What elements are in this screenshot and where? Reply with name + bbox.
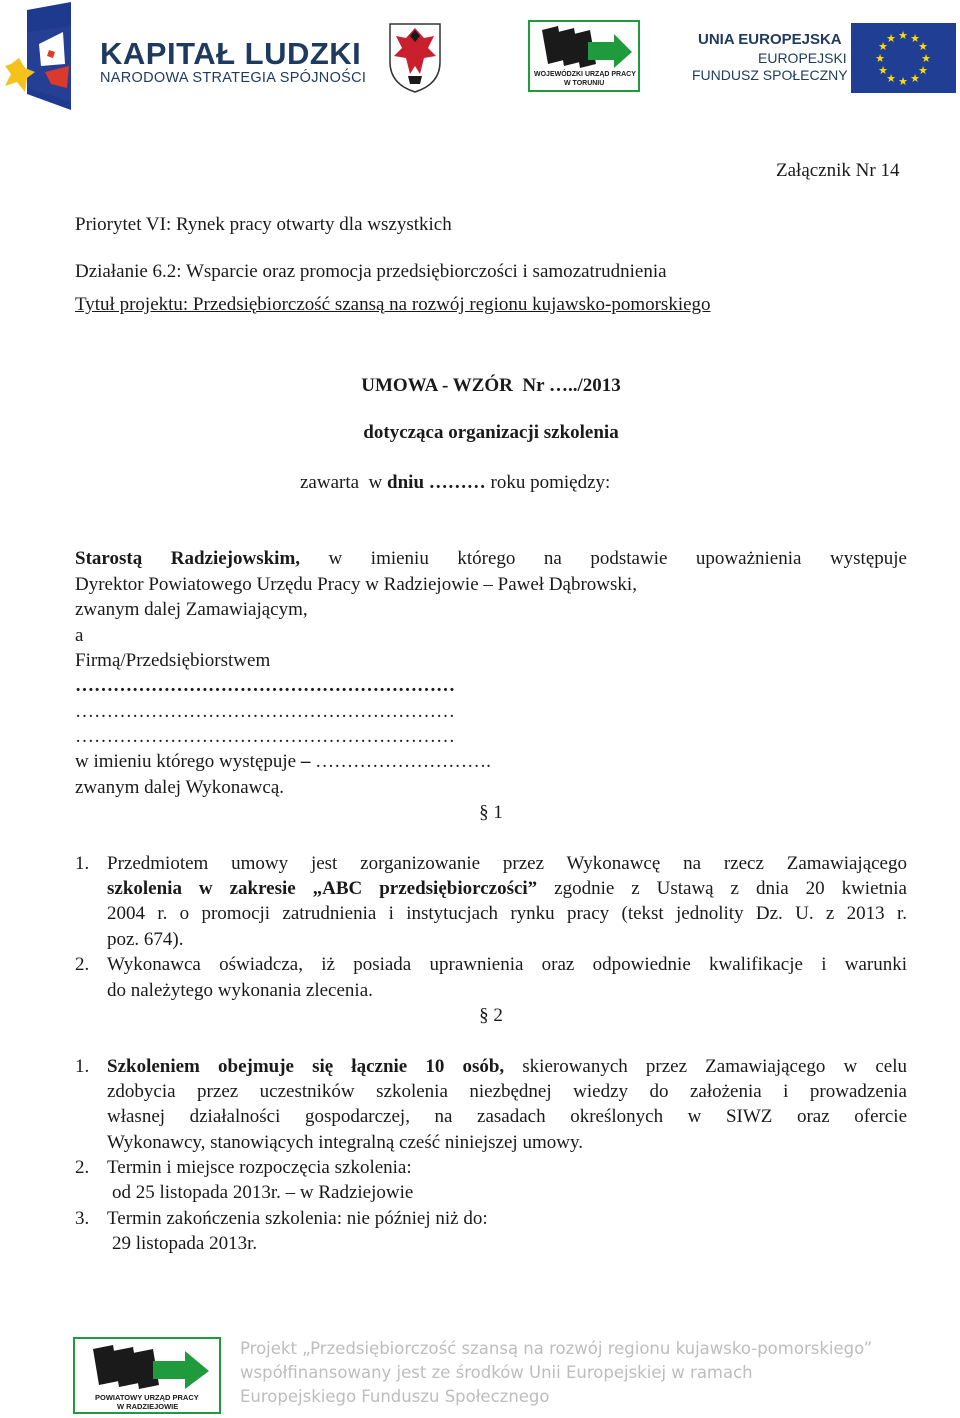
s2-p3-line2: 29 listopada 2013r. bbox=[112, 1233, 258, 1254]
wup-label-line2: W TORUNIU bbox=[564, 80, 605, 87]
svg-text:★: ★ bbox=[910, 32, 920, 45]
svg-text:★: ★ bbox=[918, 64, 928, 77]
action-line: Działanie 6.2: Wsparcie oraz promocja przedsiębiorczości i samozatrudnienia bbox=[75, 261, 667, 282]
s1-p1-number: 1. bbox=[75, 853, 90, 874]
s1-p2-number: 2. bbox=[75, 954, 90, 975]
on-behalf-pre: w imieniu którego występuje bbox=[75, 751, 301, 772]
svg-text:★: ★ bbox=[878, 64, 888, 77]
and-word: a bbox=[75, 625, 84, 646]
eu-fund-label-2: FUNDUSZ SPOŁECZNY bbox=[692, 67, 848, 83]
s1-p1-line1: Przedmiotem umowy jest zorganizowanie przez Wykonawcę na rzecz Zamawiającego bbox=[107, 853, 907, 874]
contract-subtitle: dotycząca organizacji szkolenia bbox=[363, 422, 619, 443]
party1-name: Starostą Radziejowskim, bbox=[75, 548, 301, 569]
party1-line2: Dyrektor Powiatowego Urzędu Pracy w Radziejowie – Paweł Dąbrowski, bbox=[75, 574, 637, 595]
on-behalf-line bbox=[75, 749, 491, 774]
contract-title: UMOWA - WZÓR Nr …../2013 bbox=[361, 375, 621, 396]
svg-text:★: ★ bbox=[875, 52, 885, 65]
s2-p1-line4: Wykonawcy, stanowiących integralną cześć niniejszej umowy. bbox=[107, 1132, 583, 1153]
party1-line1 bbox=[75, 546, 907, 571]
eu-fund-label-1: EUROPEJSKI bbox=[758, 50, 847, 66]
eu-flag-icon bbox=[851, 23, 956, 93]
s1-p2-line2: do należytego wykonania zlecenia. bbox=[107, 980, 373, 1001]
s2-p2-line2: od 25 listopada 2013r. – w Radziejowie bbox=[112, 1182, 414, 1203]
kapital-ludzki-title: KAPITAŁ LUDZKI bbox=[100, 36, 362, 71]
section-1-mark: § 1 bbox=[479, 802, 503, 823]
concluded-post: roku pomiędzy: bbox=[485, 472, 611, 493]
annex-number: Załącznik Nr 14 bbox=[776, 160, 900, 181]
s1-p1-line2 bbox=[107, 876, 907, 901]
party2-label: Firmą/Przedsiębiorstwem bbox=[75, 650, 271, 671]
concluded-pre: zawarta w bbox=[300, 472, 388, 493]
s1-p1-line2-rest: zgodnie z Ustawą z dnia 20 kwietnia bbox=[537, 878, 907, 899]
concluded-date: dniu ……… bbox=[387, 472, 486, 493]
party2-dots-bold: …………………………………………………… bbox=[75, 675, 455, 696]
s1-p2-line1: Wykonawca oświadcza, iż posiada uprawnienia oraz odpowiednie kwalifikacje i warunki bbox=[107, 954, 907, 975]
pup-label-line2: W RADZIEJOWIE bbox=[117, 1402, 179, 1411]
svg-text:★: ★ bbox=[910, 72, 920, 85]
wup-label-line1: WOJEWÓDZKI URZĄD PRACY bbox=[534, 71, 636, 78]
s2-p1-line3: własnej działalności gospodarczej, na zasadach określonych w SIWZ oraz ofercie bbox=[107, 1106, 907, 1127]
on-behalf-dots: ………………………. bbox=[315, 751, 491, 772]
wup-torun-logo bbox=[528, 20, 640, 92]
kujawsko-pomorskie-crest-icon bbox=[384, 18, 446, 94]
party1-called: zwanym dalej Zamawiającym, bbox=[75, 599, 308, 620]
svg-text:★: ★ bbox=[918, 40, 928, 53]
s2-p1-line1 bbox=[107, 1054, 907, 1079]
s1-p1-line3: 2004 r. o promocji zatrudnienia i instytucjach rynku pracy (tekst jednolity Dz. U. z 2013 r. bbox=[107, 903, 907, 924]
s2-p3-line1: Termin zakończenia szkolenia: nie później niż do: bbox=[107, 1208, 488, 1229]
party2-dots-1: …………………………………………………… bbox=[75, 701, 455, 722]
kapital-ludzki-subtitle: NARODOWA STRATEGIA SPÓJNOŚCI bbox=[100, 70, 367, 86]
s2-p2-line1: Termin i miejsce rozpoczęcia szkolenia: bbox=[107, 1157, 412, 1178]
svg-text:★: ★ bbox=[878, 40, 888, 53]
footer-esf-line: Europejskiego Funduszu Społecznego bbox=[240, 1387, 550, 1406]
party2-dots-2: …………………………………………………… bbox=[75, 726, 455, 747]
s2-p3-number: 3. bbox=[75, 1208, 90, 1229]
s2-p1-line2: zdobycia przez uczestników szkolenia niezbędnej wiedzy do założenia i prowadzenia bbox=[107, 1081, 907, 1102]
eu-union-label: UNIA EUROPEJSKA bbox=[698, 31, 842, 48]
svg-text:★: ★ bbox=[886, 32, 896, 45]
party1-rest: w imieniu którego na podstawie upoważnienia występuje bbox=[300, 548, 907, 569]
svg-text:★: ★ bbox=[898, 75, 908, 88]
footer-cofinanced-line: współfinansowany jest ze środków Unii Europejskiej w ramach bbox=[240, 1363, 753, 1382]
priority-line: Priorytet VI: Rynek pracy otwarty dla wszystkich bbox=[75, 214, 452, 235]
section-2-mark: § 2 bbox=[479, 1005, 503, 1026]
pup-radziejow-logo bbox=[73, 1337, 221, 1414]
s2-p1-participants: Szkoleniem obejmuje się łącznie 10 osób, bbox=[107, 1056, 505, 1077]
footer-project-line: Projekt „Przedsiębiorczość szansą na rozwój regionu kujawsko-pomorskiego” bbox=[240, 1339, 873, 1358]
s2-p1-line1-rest: skierowanych przez Zamawiającego w celu bbox=[504, 1056, 908, 1077]
s2-p1-number: 1. bbox=[75, 1056, 90, 1077]
pup-label-line1: POWIATOWY URZĄD PRACY bbox=[95, 1393, 199, 1402]
kapital-ludzki-emblem-icon bbox=[5, 2, 100, 110]
svg-text:★: ★ bbox=[921, 52, 931, 65]
svg-text:★: ★ bbox=[886, 72, 896, 85]
s1-p1-training-scope: szkolenia w zakresie „ABC przedsiębiorczości” bbox=[107, 878, 538, 899]
concluded-line bbox=[300, 470, 610, 495]
svg-text:★: ★ bbox=[898, 29, 908, 42]
party2-called: zwanym dalej Wykonawcą. bbox=[75, 777, 285, 798]
s2-p2-number: 2. bbox=[75, 1157, 90, 1178]
on-behalf-dash: – bbox=[300, 751, 311, 772]
project-title: Tytuł projektu: Przedsiębiorczość szansą na rozwój regionu kujawsko-pomorskiego bbox=[75, 294, 711, 315]
s1-p1-line4: poz. 674). bbox=[107, 929, 184, 950]
